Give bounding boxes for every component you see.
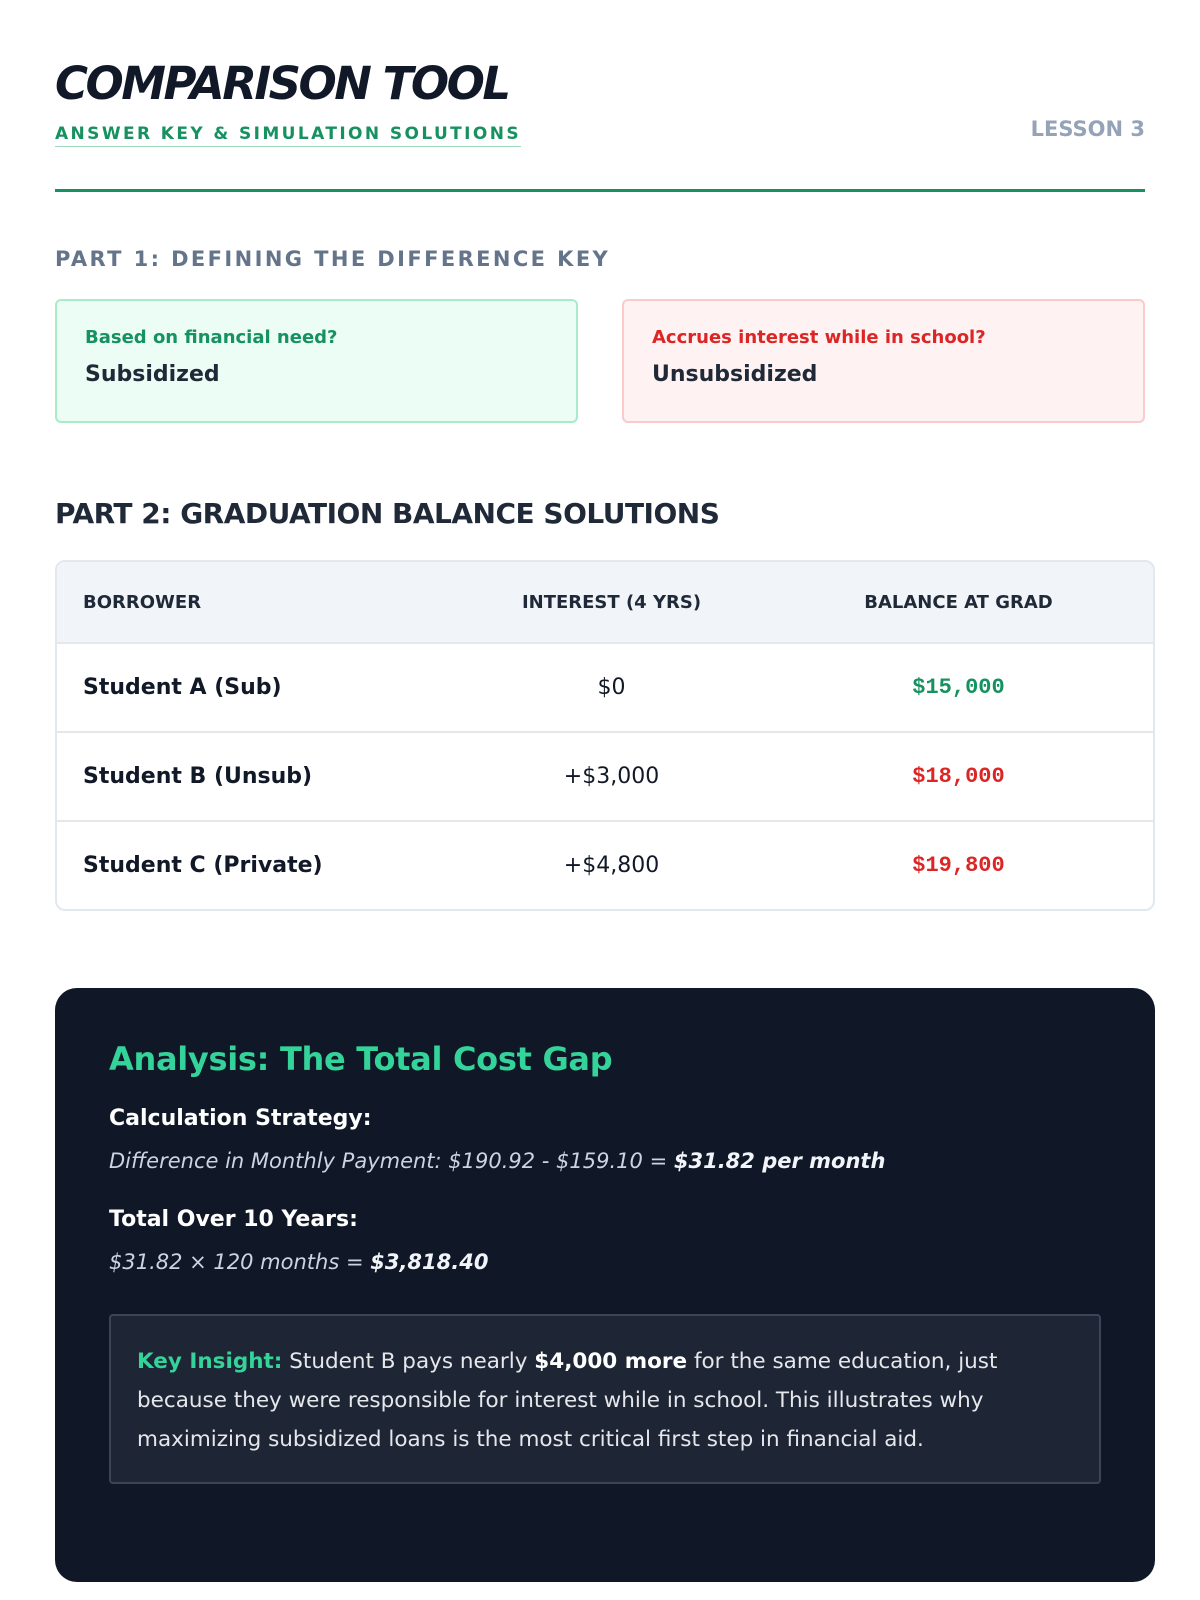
borrower-cell: Student B (Unsub) [83, 764, 313, 789]
balance-cell: $18,000 [912, 764, 1005, 789]
card-question: Accrues interest while in school? [652, 327, 986, 348]
insight-label: Key Insight: [137, 1349, 283, 1374]
table-row [57, 642, 1153, 731]
table-row [57, 820, 1153, 909]
column-header-borrower: BORROWER [83, 591, 202, 613]
insight-highlight: $4,000 more [534, 1349, 688, 1374]
strategy-label: Calculation Strategy: [109, 1106, 372, 1131]
column-header-interest: INTEREST (4 YRS) [521, 591, 702, 613]
card-answer: Unsubsidized [652, 362, 818, 387]
unsubsidized-card [622, 299, 1145, 423]
total-label: Total Over 10 Years: [109, 1207, 358, 1232]
borrower-cell: Student C (Private) [83, 853, 323, 878]
page-subtitle: ANSWER KEY & SIMULATION SOLUTIONS [55, 124, 521, 147]
total-formula [109, 1250, 1101, 1274]
card-answer: Subsidized [85, 362, 220, 387]
interest-cell: +$3,000 [563, 764, 660, 789]
lesson-label: LESSON 3 [1030, 117, 1145, 141]
table-row [57, 731, 1153, 820]
strategy-formula [109, 1149, 1101, 1173]
balance-table [55, 560, 1155, 911]
total-result: $3,818.40 [370, 1250, 489, 1274]
column-header-balance: BALANCE AT GRAD [864, 591, 1053, 613]
table-header-row [57, 562, 1153, 642]
part2-heading: PART 2: GRADUATION BALANCE SOLUTIONS [55, 497, 720, 530]
insight-text-before: Student B pays nearly [282, 1349, 535, 1374]
subsidized-card [55, 299, 578, 423]
page-title: COMPARISON TOOL [55, 57, 509, 110]
borrower-cell: Student A (Sub) [83, 675, 282, 700]
part1-heading: PART 1: DEFINING THE DIFFERENCE KEY [55, 247, 611, 271]
interest-cell: +$4,800 [563, 853, 660, 878]
key-insight-box [109, 1314, 1101, 1484]
definition-cards [55, 299, 1145, 423]
analysis-panel [55, 988, 1155, 1582]
insight-text-after: for the same education, just because they were responsible for interest while in school. This illustrates why maximizing subsidized loans is the most critical first step in financial aid. [137, 1349, 998, 1452]
balance-cell: $19,800 [912, 853, 1005, 878]
analysis-title: Analysis: The Total Cost Gap [109, 1040, 613, 1078]
balance-cell: $15,000 [912, 675, 1005, 700]
strategy-result: $31.82 per month [673, 1149, 886, 1173]
card-question: Based on financial need? [85, 327, 338, 348]
interest-cell: $0 [597, 675, 626, 700]
header [55, 0, 1145, 192]
strategy-formula-text: Difference in Monthly Payment: $190.92 - $159.10 = [109, 1149, 674, 1173]
total-formula-text: $31.82 × 120 months = [109, 1250, 371, 1274]
